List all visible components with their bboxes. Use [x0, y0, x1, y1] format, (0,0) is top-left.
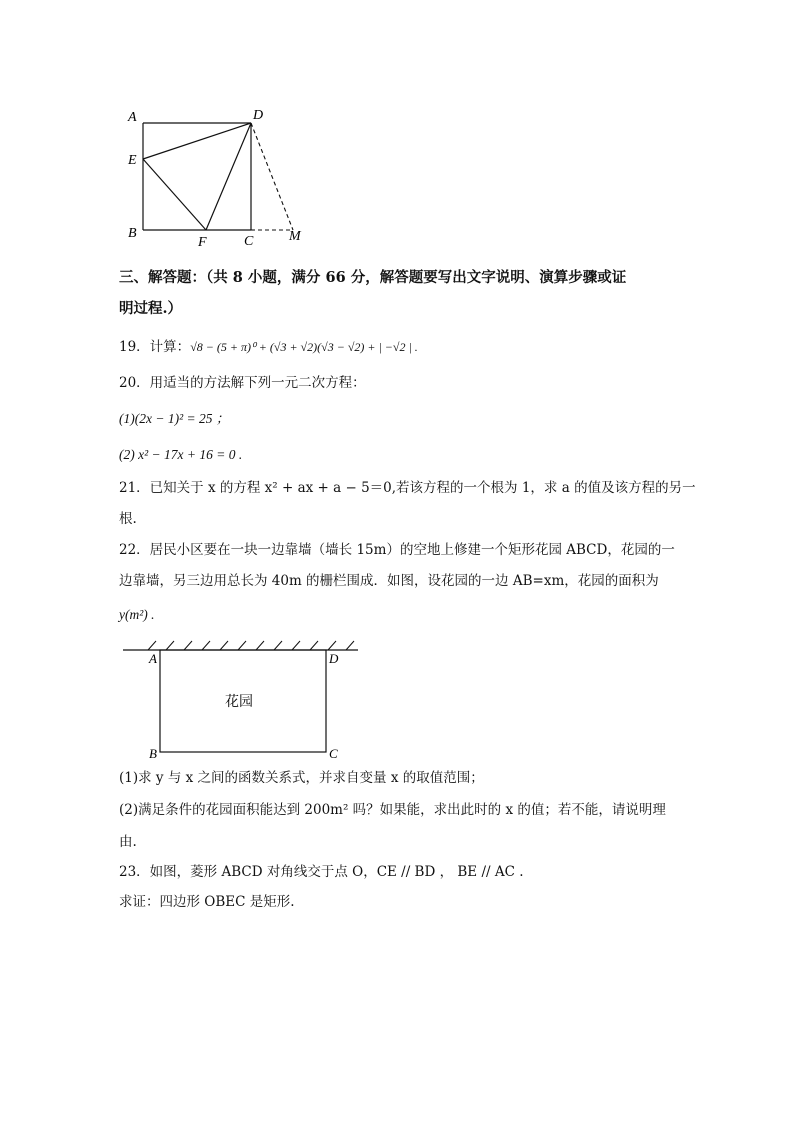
question-22-part1: (1)求 y 与 x 之间的函数关系式，并求自变量 x 的取值范围； — [119, 770, 484, 786]
label-c: C — [244, 234, 254, 249]
question-21-line1: 21．已知关于 x 的方程 x² + ax + a − 5＝0,若该方程的一个根为 1，求 a 的值及该方程的另一 — [119, 480, 696, 496]
question-20-stem: 20．用适当的方法解下列一元二次方程： — [119, 375, 366, 391]
section-title-line2: 明过程.） — [119, 300, 183, 317]
question-19 — [119, 337, 418, 357]
question-22-part2-line1: (2)满足条件的花园面积能达到 200m² 吗？如果能，求出此时的 x 的值；若不能，请说明理 — [119, 802, 666, 818]
label-d: D — [253, 108, 264, 123]
wall-hatching — [148, 641, 354, 650]
segment-ef — [143, 159, 206, 230]
question-23-line2: 求证：四边形 OBEC 是矩形. — [119, 894, 295, 910]
garden-label-c: C — [329, 746, 338, 761]
question-19-prefix: 19．计算： — [119, 339, 191, 355]
question-20-part1: (1)(2x − 1)² = 25 ； — [119, 411, 230, 426]
garden-label-a: A — [149, 651, 157, 666]
segment-fd — [206, 123, 251, 230]
garden-label-b: B — [149, 746, 157, 761]
question-22-line1: 22．居民小区要在一块一边靠墙（墙长 15m）的空地上修建一个矩形花园 ABCD，花园的一 — [119, 542, 675, 558]
question-19-expression: √8 − (5 + π)⁰ + (√3 + √2)(√3 − √2) + | −√2 | . — [190, 340, 418, 354]
question-22-line3: y(m²) . — [119, 607, 155, 622]
label-e: E — [128, 153, 137, 168]
label-m: M — [289, 229, 301, 244]
garden-label-d: D — [329, 651, 339, 666]
garden-label: 花园 — [225, 695, 253, 710]
question-23-line1: 23．如图，菱形 ABCD 对角线交于点 O，CE // BD ， BE // AC . — [119, 864, 524, 880]
label-f: F — [198, 235, 207, 250]
segment-dm-dashed — [251, 123, 293, 230]
question-21-line2: 根. — [119, 511, 137, 527]
label-b: B — [128, 226, 137, 241]
garden-figure — [118, 638, 368, 763]
question-20-part2: (2) x² − 17x + 16 = 0 . — [119, 447, 243, 462]
question-22-part2-line2: 由. — [119, 834, 137, 850]
geometry-figure-square — [110, 100, 330, 250]
section-title-line1: 三、解答题：（共 8 小题，满分 66 分，解答题要写出文字说明、演算步骤或证 — [119, 269, 627, 286]
question-22-line2: 边靠墙，另三边用总长为 40m 的栅栏围成．如图，设花园的一边 AB=xm，花园的面积为 — [119, 573, 659, 589]
segment-ed — [143, 123, 251, 159]
label-a: A — [128, 110, 137, 125]
